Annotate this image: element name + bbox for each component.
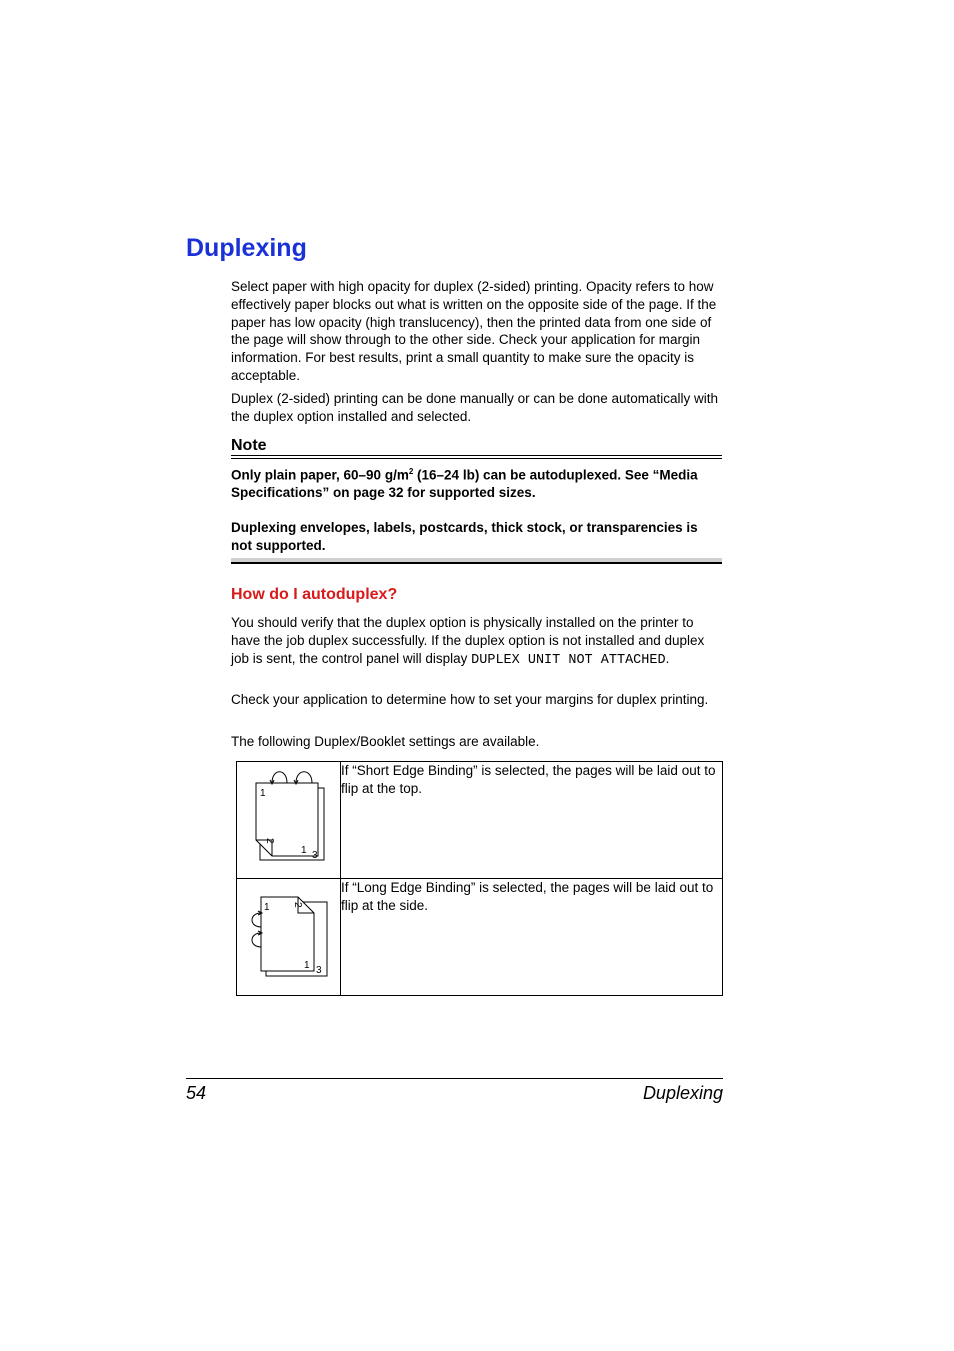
page-label: 2 xyxy=(264,838,275,844)
page-label: 1 xyxy=(260,788,266,799)
note-bottom-rule xyxy=(231,558,722,564)
margins-paragraph: Check your application to determine how to set your margins for duplex printing. xyxy=(231,692,709,707)
note-text-paper xyxy=(231,463,722,502)
page-label: 1 xyxy=(304,960,310,971)
page-label: 3 xyxy=(316,965,322,976)
short-edge-description: If “Short Edge Binding” is selected, the pages will be laid out to flip at the top. xyxy=(341,762,723,879)
note-superscript: 2 xyxy=(408,467,414,476)
page-title: Duplexing xyxy=(186,234,307,262)
long-edge-icon-cell xyxy=(237,879,341,996)
settings-intro-paragraph: The following Duplex/Booklet settings are available. xyxy=(231,734,540,749)
section-heading: How do I autoduplex? xyxy=(231,586,398,603)
duplex-settings-table xyxy=(236,761,723,996)
note-text-paper-a: Only plain paper, 60–90 g/m xyxy=(231,467,409,483)
control-panel-message: DUPLEX UNIT NOT ATTACHED xyxy=(471,652,666,668)
note-text-paper-b: (16–24 lb) can be autoduplexed. See “Media Specifications” on page 32 for supported sizes. xyxy=(231,467,698,501)
footer-section-title: Duplexing xyxy=(642,1083,723,1103)
note-label: Note xyxy=(231,437,267,454)
long-edge-binding-icon xyxy=(237,879,340,990)
page-label: 1 xyxy=(264,902,270,913)
table-row xyxy=(237,879,723,996)
intro-paragraph: Select paper with high opacity for duplex (2-sided) printing. Opacity refers to how effectively paper blocks out what is written on the opposite side of the page. If the paper has low opacity (high translucency), then the printed data from one side of the page will show through to the other side. Check your application for margin information. For best results, print a small quantity to make sure the opacity is acceptable. xyxy=(231,279,717,383)
note-box xyxy=(231,437,722,564)
page-label: 1 xyxy=(301,845,307,856)
verify-text-b: . xyxy=(665,650,670,666)
page-number: 54 xyxy=(186,1083,207,1103)
long-edge-description: If “Long Edge Binding” is selected, the pages will be laid out to flip at the side. xyxy=(341,879,723,996)
page-label: 3 xyxy=(312,850,318,861)
note-top-rule xyxy=(231,455,722,459)
verify-paragraph xyxy=(231,614,723,669)
note-text-unsupported: Duplexing envelopes, labels, postcards, thick stock, or transparencies is not supported. xyxy=(231,520,698,553)
footer-rule xyxy=(186,1078,723,1079)
table-row xyxy=(237,762,723,879)
page-label: 2 xyxy=(292,902,303,908)
duplex-paragraph: Duplex (2-sided) printing can be done manually or can be done automatically with the duplex option installed and selected. xyxy=(231,391,719,424)
short-edge-binding-icon xyxy=(237,762,340,873)
verify-text-a: You should verify that the duplex option is physically installed on the printer to have the job duplex successfully. If the duplex option is not installed and duplex job is sent, the control panel will display xyxy=(231,615,705,666)
short-edge-icon-cell xyxy=(237,762,341,879)
